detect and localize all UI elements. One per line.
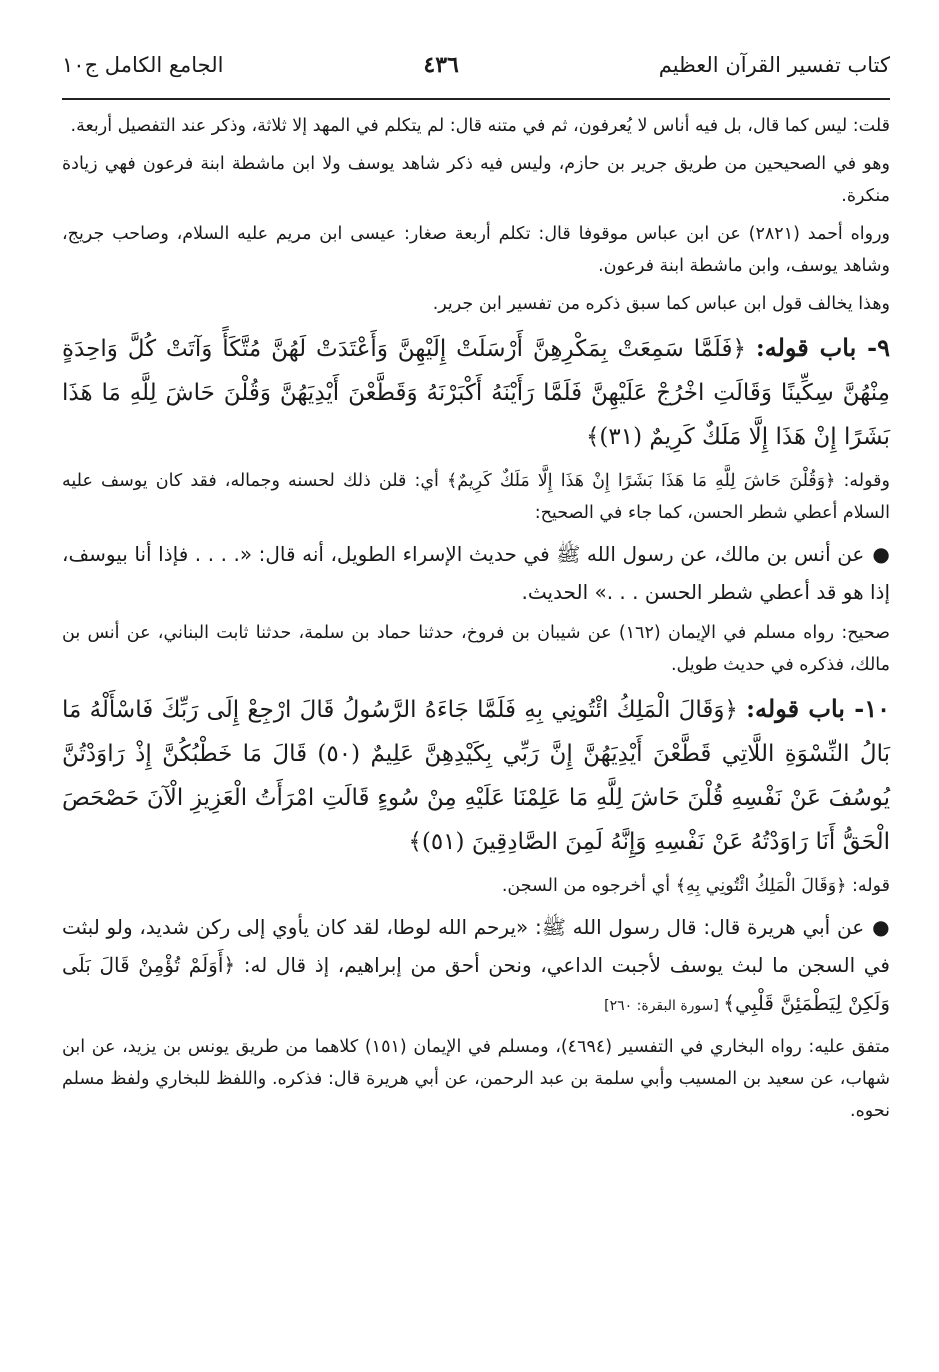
quran-verse: ﴿وَقَالَ الْمَلِكُ ائْتُونِي بِهِ فَلَمَّا جَاءَهُ الرَّسُولُ قَالَ ارْجِعْ إِلَى رَبِّكَ فَاسْأَلْهُ مَا بَالُ النِّسْوَةِ اللَّاتِي قَطَّعْنَ أَيْدِيَهُنَّ إِنَّ رَبِّي بِكَيْدِهِنَّ عَلِيمٌ (٥٠) قَالَ مَا خَطْبُكُنَّ إِذْ رَاوَدْتُنَّ يُوسُفَ عَنْ نَفْسِهِ قُلْنَ حَاشَ لِلَّهِ مَا عَلِمْنَا عَلَيْهِ مِنْ سُوءٍ قَالَتِ امْرَأَتُ الْعَزِيزِ الْآنَ حَصْحَصَ الْحَقُّ أَنَا رَاوَدْتُهُ عَنْ نَفْسِهِ وَإِنَّهُ لَمِنَ الصَّادِقِينَ (٥١)﴾	[62, 697, 891, 855]
page-header	[62, 52, 890, 100]
chapter-label: ١٠- باب قوله:	[746, 694, 890, 723]
quran-verse: ﴿فَلَمَّا سَمِعَتْ بِمَكْرِهِنَّ أَرْسَلَتْ إِلَيْهِنَّ وَأَعْتَدَتْ لَهُنَّ مُتَّكَأً وَآتَتْ كُلَّ وَاحِدَةٍ مِنْهُنَّ سِكِّينًا وَقَالَتِ اخْرُجْ عَلَيْهِنَّ فَلَمَّا رَأَيْنَهُ أَكْبَرْنَهُ وَقَطَّعْنَ أَيْدِيَهُنَّ وَقُلْنَ حَاشَ لِلَّهِ مَا هَذَا بَشَرًا إِنْ هَذَا إِلَّا مَلَكٌ كَرِيمٌ (٣١)﴾	[62, 336, 890, 450]
surah-reference: [سورة البقرة: ٢٦٠]	[604, 998, 724, 1014]
volume-title: الجامع الكامل ج١٠	[62, 53, 224, 77]
chapter-label: ٩- باب قوله:	[755, 333, 891, 362]
hadith	[62, 535, 890, 611]
paragraph: وهو في الصحيحين من طريق جرير بن حازم، وليس فيه ذكر شاهد يوسف ولا ابن ماشطة ابنة فرعون فهي زيادة منكرة.	[62, 154, 890, 206]
quran-verse: ﴿وَقَالَ الْمَلِكُ ائْتُونِي بِهِ﴾	[675, 876, 847, 896]
paragraph: ورواه أحمد (٢٨٢١) عن ابن عباس موقوفا قال: تكلم أربعة صغار: عيسى ابن مريم عليه السلام، وصاحب جريج، وشاهد يوسف، وابن ماشطة ابنة فرعون.	[62, 224, 890, 276]
chapter-heading-10	[62, 687, 890, 864]
hadith-text: عن أنس بن مالك، عن رسول الله ﷺ في حديث الإسراء الطويل، أنه قال: «. . . . فإذا أنا بيوسف، إذا هو قد أعطي شطر الحسن . . .» الحديث.	[62, 542, 890, 604]
commentary-prefix: وقوله:	[835, 471, 890, 491]
commentary-text: أي: قلن ذلك لحسنه وجماله، فقد كان يوسف عليه السلام أعطي شطر الحسن، كما جاء في الصحيح:	[62, 471, 890, 523]
takhrij: صحيح: رواه مسلم في الإيمان (١٦٢) عن شيبان بن فروخ، حدثنا حماد بن سلمة، حدثنا ثابت البناني، عن أنس بن مالك، فذكره في حديث طويل.	[62, 623, 890, 675]
book-page	[62, 52, 890, 1133]
hadith-text: عن أبي هريرة قال: قال رسول الله ﷺ: «يرحم الله لوطا، لقد كان يأوي إلى ركن شديد، ولو لبثت في السجن ما لبث يوسف لأجبت الداعي، ونحن أحق من إبراهيم، إذ قال له:	[62, 915, 890, 977]
bullet-icon: ●	[872, 915, 890, 939]
hadith	[62, 908, 890, 1025]
book-title: كتاب تفسير القرآن العظيم	[658, 53, 890, 77]
page-number: ٤٣٦	[423, 52, 459, 78]
paragraph: قلت: ليس كما قال، بل فيه أناس لا يُعرفون، ثم في متنه قال: لم يتكلم في المهد إلا ثلاثة، وذكر عند التفصيل أربعة.	[70, 116, 890, 136]
chapter-heading-9	[62, 326, 890, 459]
commentary-text: أي أخرجوه من السجن.	[501, 876, 676, 896]
quran-verse: ﴿أَوَلَمْ تُؤْمِنْ قَالَ بَلَى وَلَكِنْ لِيَطْمَئِنَّ قَلْبِي﴾	[62, 953, 890, 1015]
commentary-prefix: قوله:	[846, 876, 890, 896]
commentary	[62, 465, 890, 529]
bullet-icon: ●	[872, 542, 890, 566]
paragraph: وهذا يخالف قول ابن عباس كما سبق ذكره من تفسير ابن جرير.	[432, 294, 890, 314]
quran-verse: ﴿وَقُلْنَ حَاشَ لِلَّهِ مَا هَذَا بَشَرًا إِنْ هَذَا إِلَّا مَلَكٌ كَرِيمٌ﴾	[446, 471, 836, 491]
page-body	[62, 100, 890, 1127]
commentary	[62, 870, 890, 902]
takhrij: متفق عليه: رواه البخاري في التفسير (٤٦٩٤)، ومسلم في الإيمان (١٥١) كلاهما من طريق يونس بن يزيد، عن ابن شهاب، عن سعيد بن المسيب وأبي سلمة بن عبد الرحمن، عن أبي هريرة قال: فذكره. واللفظ للبخاري ولفظ مسلم نحوه.	[62, 1037, 890, 1121]
